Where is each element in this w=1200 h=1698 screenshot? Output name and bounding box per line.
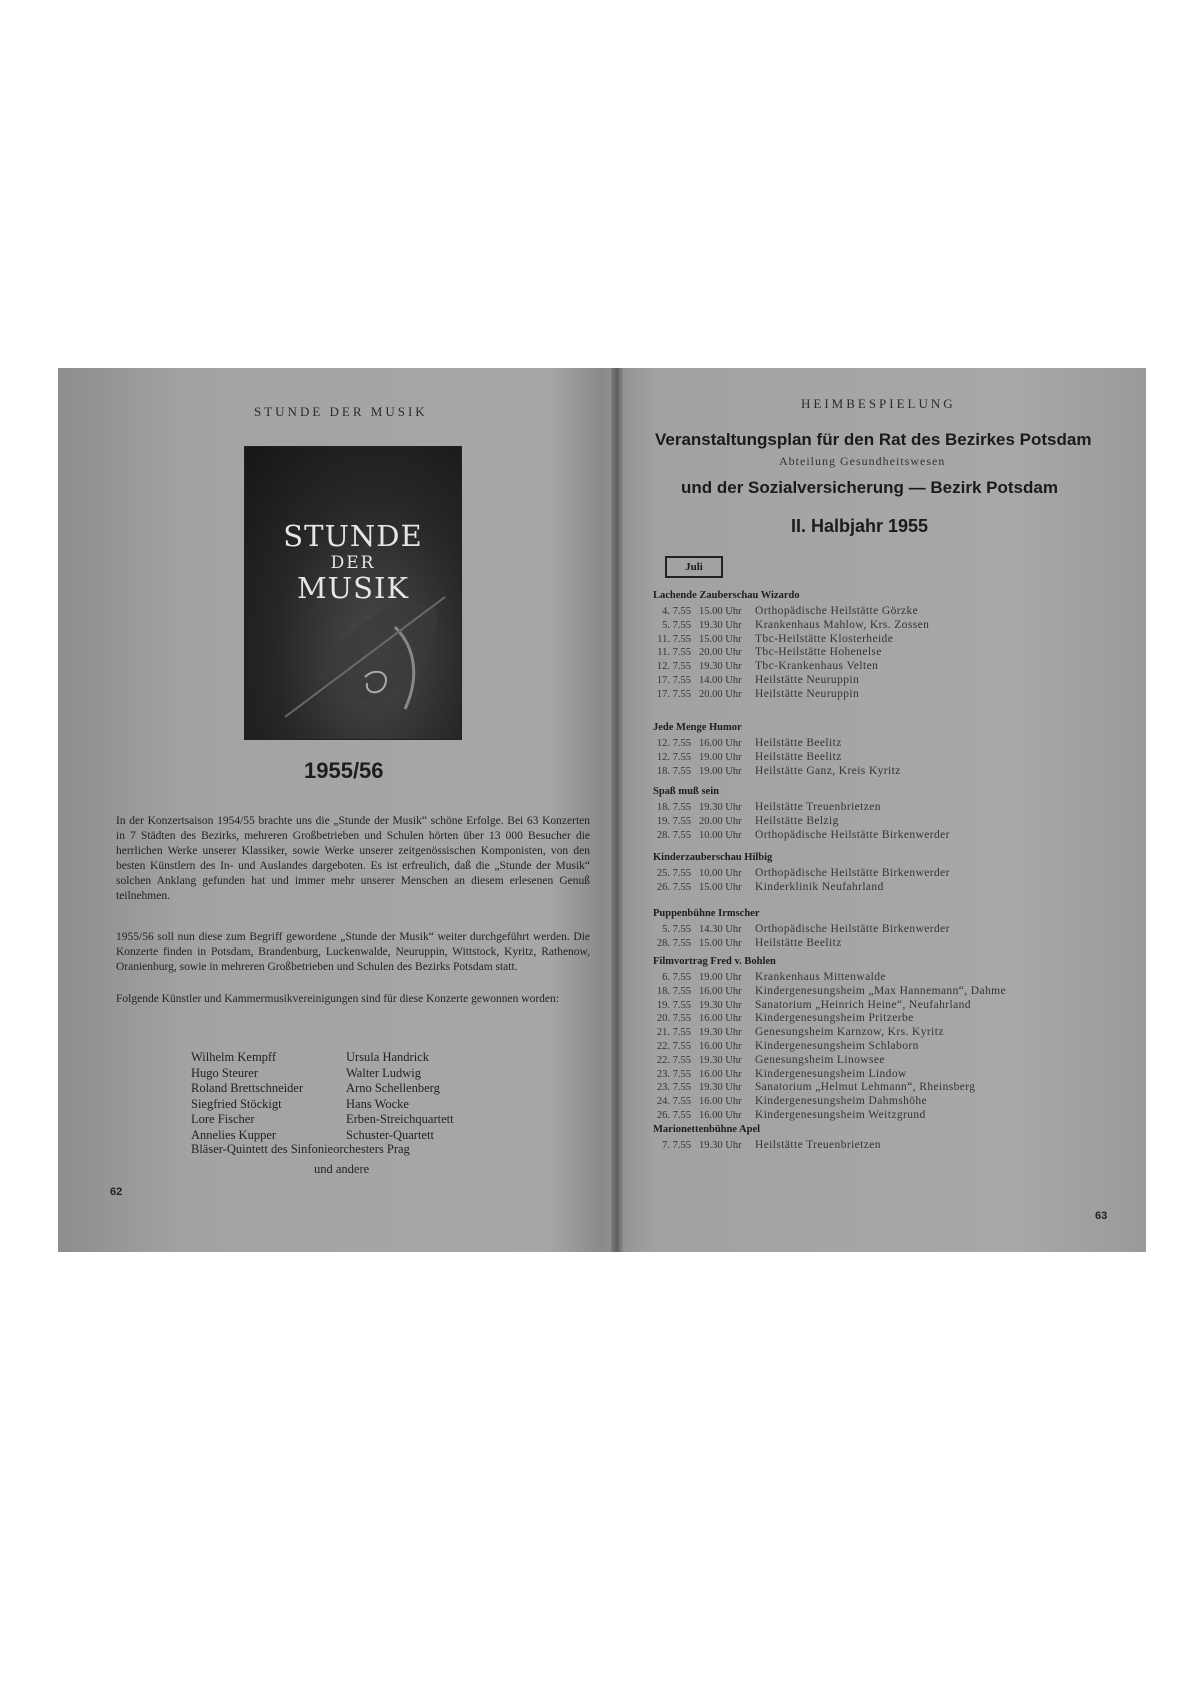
event-venue: Heilstätte Ganz, Kreis Kyritz	[755, 765, 901, 777]
event-venue: Kindergenesungsheim Lindow	[755, 1067, 907, 1080]
event-date: 5. 7.55	[662, 924, 691, 935]
event-date: 23. 7.55	[656, 1068, 691, 1080]
event-time: 19.00 Uhr	[699, 972, 742, 983]
artist-name: Arno Schellenberg	[346, 1081, 440, 1095]
artist-name: Lore Fischer	[191, 1112, 255, 1126]
event-date: 23. 7.55	[656, 1082, 691, 1094]
event-venue: Kindergenesungsheim Weitzgrund	[755, 1109, 926, 1121]
event-venue: Orthopädische Heilstätte Birkenwerder	[755, 867, 950, 879]
artist-name: Roland Brettschneider	[191, 1081, 304, 1095]
event-time: 16.00 Uhr	[699, 985, 742, 997]
event-time: 10.00 Uhr	[699, 868, 742, 879]
event-date: 18. 7.55	[656, 985, 691, 997]
event-date: 17. 7.55	[656, 688, 691, 700]
event-date: 26. 7.55	[656, 882, 691, 893]
event-date: 7. 7.55	[662, 1140, 691, 1151]
title-line3: II. Halbjahr 1955	[791, 516, 929, 536]
artists-intro-paragraph: Folgende Künstler und Kammermusikvereinigungen sind für diese Konzerte gewonnen worden:	[116, 993, 559, 1005]
event-venue: Genesungsheim Karnzow, Krs. Kyritz	[755, 1026, 944, 1039]
section-title: Marionettenbühne Apel	[653, 1124, 761, 1135]
event-date: 28. 7.55	[656, 938, 691, 949]
page-number-left: 62	[110, 1186, 123, 1198]
event-venue: Heilstätte Beelitz	[755, 937, 842, 949]
section-title: Jede Menge Humor	[653, 722, 742, 733]
event-venue: Kindergenesungsheim Pritzerbe	[755, 1012, 914, 1025]
event-date: 24. 7.55	[656, 1096, 691, 1108]
event-time: 16.00 Uhr	[699, 1110, 742, 1121]
event-venue: Heilstätte Treuenbrietzen	[755, 1139, 881, 1151]
event-venue: Orthopädische Heilstätte Görzke	[755, 605, 919, 617]
event-date: 25. 7.55	[656, 868, 691, 879]
artist-name: Hugo Steurer	[191, 1065, 258, 1080]
event-venue: Genesungsheim Linowsee	[755, 1053, 885, 1066]
event-time: 20.00 Uhr	[699, 816, 742, 827]
event-time: 19.30 Uhr	[699, 1140, 742, 1151]
event-time: 19.30 Uhr	[699, 999, 742, 1011]
event-time: 15.00 Uhr	[699, 606, 742, 617]
section-title: Spaß muß sein	[653, 786, 719, 797]
event-venue: Orthopädische Heilstätte Birkenwerder	[755, 829, 950, 841]
month-label: Juli	[665, 556, 723, 578]
event-date: 5. 7.55	[662, 619, 691, 631]
artist-name: Walter Ludwig	[346, 1065, 422, 1080]
event-venue: Heilstätte Beelitz	[755, 737, 842, 749]
poster-title-line2: DER	[330, 553, 376, 573]
season-year: 1955/56	[304, 758, 384, 783]
artist-name: Siegfried Stöckigt	[191, 1096, 282, 1111]
event-venue: Kinderklinik Neufahrland	[755, 881, 884, 893]
artist-name: Erben-Streichquartett	[346, 1112, 454, 1126]
event-time: 19.30 Uhr	[699, 661, 742, 673]
poster-title-line1: STUNDE	[283, 519, 423, 553]
event-venue: Heilstätte Neuruppin	[755, 687, 860, 700]
page-number-right: 63	[1095, 1210, 1108, 1222]
section-title: Puppenbühne Irmscher	[653, 908, 760, 919]
section-title: Kinderzauberschau Hilbig	[653, 852, 773, 863]
artist-name: Annelies Kupper	[191, 1127, 277, 1142]
event-time: 16.00 Uhr	[699, 1068, 742, 1080]
event-date: 11. 7.55	[657, 647, 691, 659]
event-venue: Krankenhaus Mittenwalde	[755, 971, 886, 983]
book-gutter	[611, 368, 623, 1252]
plan-paragraph: 1955/56 soll nun diese zum Begriff gewordene „Stunde der Musik“ weiter durchgeführt werden. Die Konzerte finden in Potsdam, Brandenburg, Luckenwalde, Neuruppin, Wittstock, Kyritz, Rathenow, Oranienburg, sowie in mehreren Großbetrieben und Schulen des Bezirks Potsdam statt.	[116, 931, 590, 973]
event-time: 15.00 Uhr	[699, 882, 742, 893]
title-line2: und der Sozialversicherung — Bezirk Potsdam	[681, 478, 1058, 497]
event-time: 16.00 Uhr	[699, 1096, 742, 1108]
title-line1: Veranstaltungsplan für den Rat des Bezirkes Potsdam	[655, 430, 1092, 449]
event-venue: Heilstätte Neuruppin	[755, 674, 860, 686]
event-time: 19.00 Uhr	[699, 752, 742, 763]
section-title: Lachende Zauberschau Wizardo	[653, 590, 800, 601]
event-date: 26. 7.55	[656, 1110, 691, 1121]
event-time: 16.00 Uhr	[699, 1013, 742, 1025]
artist-name: Ursula Handrick	[346, 1050, 429, 1064]
event-venue: Kindergenesungsheim Dahmshöhe	[755, 1095, 928, 1108]
event-time: 19.00 Uhr	[699, 766, 742, 777]
event-date: 18. 7.55	[656, 802, 691, 813]
event-time: 19.30 Uhr	[699, 1054, 742, 1066]
running-head: STUNDE DER MUSIK	[254, 404, 428, 419]
event-venue: Tbc-Heilstätte Klosterheide	[755, 632, 894, 645]
event-venue: Kindergenesungsheim Schlaborn	[755, 1040, 919, 1052]
event-time: 20.00 Uhr	[699, 688, 742, 700]
event-date: 21. 7.55	[656, 1027, 691, 1039]
event-time: 19.30 Uhr	[699, 1082, 742, 1094]
event-time: 14.00 Uhr	[699, 675, 742, 686]
event-time: 19.30 Uhr	[699, 619, 742, 631]
event-date: 6. 7.55	[662, 972, 691, 983]
artists-footer-line2: und andere	[314, 1162, 370, 1176]
event-date: 11. 7.55	[657, 633, 691, 645]
event-time: 15.00 Uhr	[699, 633, 742, 645]
event-venue: Heilstätte Beelitz	[755, 751, 842, 763]
event-date: 22. 7.55	[656, 1041, 691, 1052]
running-head: HEIMBESPIELUNG	[801, 396, 956, 411]
event-time: 16.00 Uhr	[699, 738, 742, 749]
event-time: 10.00 Uhr	[699, 830, 742, 841]
event-venue: Tbc-Heilstätte Hohenelse	[755, 646, 882, 659]
event-venue: Heilstätte Treuenbrietzen	[755, 801, 881, 813]
event-venue: Orthopädische Heilstätte Birkenwerder	[755, 923, 950, 935]
event-time: 14.30 Uhr	[699, 924, 742, 935]
artist-name: Wilhelm Kempff	[191, 1050, 277, 1064]
artist-name: Hans Wocke	[346, 1096, 409, 1111]
event-date: 12. 7.55	[656, 752, 691, 763]
event-time: 15.00 Uhr	[699, 938, 742, 949]
section-title: Filmvortrag Fred v. Bohlen	[653, 956, 776, 967]
event-date: 17. 7.55	[656, 675, 691, 686]
event-venue: Krankenhaus Mahlow, Krs. Zossen	[755, 618, 930, 631]
event-venue: Sanatorium „Heinrich Heine“, Neufahrland	[755, 998, 971, 1011]
event-date: 20. 7.55	[656, 1013, 691, 1025]
event-time: 19.30 Uhr	[699, 802, 742, 813]
book-spread	[58, 368, 1146, 1252]
subtitle: Abteilung Gesundheitswesen	[779, 454, 946, 468]
event-date: 12. 7.55	[656, 738, 691, 749]
poster-image	[244, 446, 462, 740]
event-date: 19. 7.55	[656, 999, 691, 1011]
event-venue: Kindergenesungsheim „Max Hannemann“, Dahme	[755, 984, 1006, 997]
event-date: 4. 7.55	[662, 606, 691, 617]
event-date: 22. 7.55	[656, 1054, 691, 1066]
event-date: 28. 7.55	[656, 830, 691, 841]
artists-footer-line1: Bläser-Quintett des Sinfonieorchesters Prag	[191, 1142, 410, 1156]
event-date: 12. 7.55	[656, 661, 691, 673]
poster-title-line3: MUSIK	[296, 571, 410, 605]
right-page	[623, 368, 1146, 1252]
event-time: 19.30 Uhr	[699, 1027, 742, 1039]
intro-paragraph: In der Konzertsaison 1954/55 brachte uns die „Stunde der Musik“ schöne Erfolge. Bei 63 Konzerten in 7 Städten des Bezirks, mehreren Großbetrieben und Schulen hörten über 13 000 Besucher die herrlichen Werke unserer Klassiker, sowie Werke unserer zeitgenössischen Komponisten, von den besten Künstlern des In- und Auslandes dargeboten. Es ist erfreulich, daß die „Stunde der Musik“ solchen Anklang gefunden hat und immer mehr unserer Menschen an diesem erlesenen Genuß teilnehmen.	[116, 815, 590, 902]
event-venue: Tbc-Krankenhaus Velten	[755, 660, 879, 673]
event-date: 19. 7.55	[656, 816, 691, 827]
left-page	[58, 368, 611, 1252]
event-time: 20.00 Uhr	[699, 647, 742, 659]
event-venue: Heilstätte Belzig	[755, 815, 839, 827]
event-venue: Sanatorium „Helmut Lehmann“, Rheinsberg	[755, 1081, 976, 1094]
artist-name: Schuster-Quartett	[346, 1127, 434, 1142]
event-time: 16.00 Uhr	[699, 1041, 742, 1052]
event-date: 18. 7.55	[656, 766, 691, 777]
